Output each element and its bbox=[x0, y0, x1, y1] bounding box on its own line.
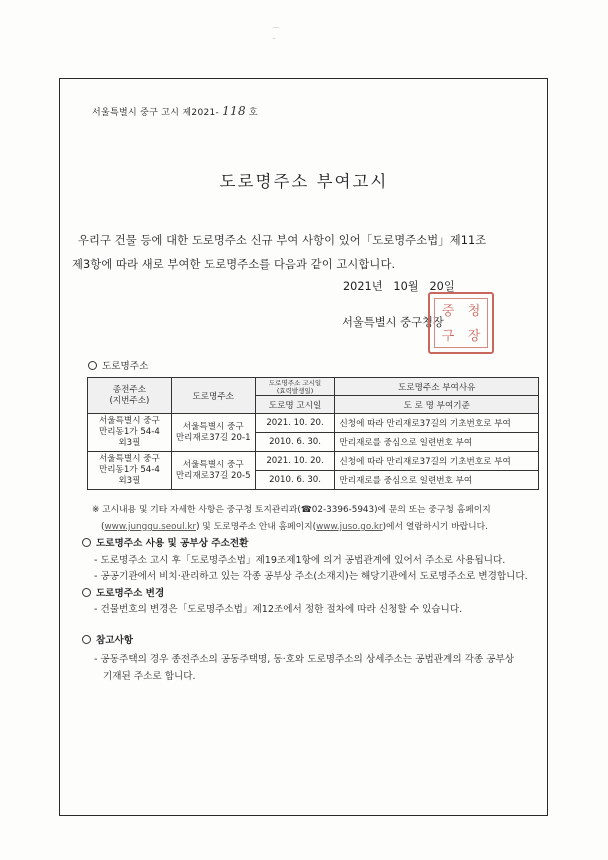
circle-bullet-icon bbox=[82, 588, 91, 597]
cell-reason: 만리재로를 중심으로 일련번호 부여 bbox=[335, 471, 539, 490]
issuer-name: 서울특별시 중구청장 bbox=[342, 316, 444, 329]
section-reference-heading: 참고사항 bbox=[82, 632, 133, 646]
cell-road-address: 서울특별시 중구 만리재로37길 20-1 bbox=[171, 414, 255, 452]
cell-old-address: 서울특별시 중구 만리동1가 54-4 외3필 bbox=[88, 414, 172, 452]
list-item: - 건물번호의 변경은「도로명주소법」제12조에서 정한 절차에 따라 신청할 수 있습니다. bbox=[94, 604, 463, 615]
notice-suffix: 호 bbox=[248, 108, 258, 118]
cell-reason: 신청에 따라 만리재로37길의 기초번호로 부여 bbox=[335, 452, 539, 471]
header-old-address: 종전주소 (지번주소) bbox=[88, 378, 172, 414]
list-item: 기재된 주소로 합니다. bbox=[103, 671, 196, 682]
notice-handwritten-number: 118 bbox=[222, 104, 246, 118]
seal-char: 중 bbox=[441, 304, 455, 319]
header-notice-date: 도로명주소 고시일 (효력발생일) bbox=[255, 378, 335, 396]
header-road-address: 도로명주소 bbox=[171, 378, 255, 414]
section-change-heading: 도로명주소 변경 bbox=[82, 585, 164, 599]
notice-number bbox=[92, 104, 258, 118]
list-item: - 도로명주소 고시 후「도로명주소법」제19조제1항에 의거 공법관계에 있어서 주소로 사용됩니다. bbox=[94, 555, 506, 566]
circle-bullet-icon bbox=[82, 538, 91, 547]
list-item: - 공동주택의 경우 종전주소의 공동주택명, 동·호와 도로명주소의 상세주소는 공법관계의 각종 공부상 bbox=[94, 654, 515, 665]
cell-date: 2021. 10. 20. bbox=[255, 414, 335, 433]
section-usage-heading: 도로명주소 사용 및 공부상 주소전환 bbox=[82, 535, 248, 549]
scan-mark-icon: ⌒ ˘ bbox=[272, 27, 280, 46]
seal-char: 청 bbox=[467, 304, 481, 319]
cell-date: 2010. 6. 30. bbox=[255, 471, 335, 490]
table-row bbox=[88, 414, 539, 433]
seal-char: 장 bbox=[467, 329, 481, 344]
table-row bbox=[88, 452, 539, 471]
cell-date: 2021. 10. 20. bbox=[255, 452, 335, 471]
cell-reason: 만리재로를 중심으로 일련번호 부여 bbox=[335, 433, 539, 452]
notice-date: 2021년 10월 20일 bbox=[343, 280, 455, 293]
cell-reason: 신청에 따라 만리재로37길의 기초번호로 부여 bbox=[335, 414, 539, 433]
circle-bullet-icon bbox=[88, 361, 97, 370]
cell-date: 2010. 6. 30. bbox=[255, 433, 335, 452]
note-line-1: ※ 고시내용 및 기타 자세한 사항은 중구청 토지관리과(☎02-3396-5943)에 문의 또는 중구청 홈페이지 bbox=[92, 505, 491, 515]
intro-line-1: 우리구 건물 등에 대한 도로명주소 신규 부여 사항이 있어「도로명주소법」제11조 bbox=[78, 234, 487, 247]
cell-road-address: 서울특별시 중구 만리재로37길 20-5 bbox=[171, 452, 255, 490]
table-header-row bbox=[88, 378, 539, 396]
official-seal-icon bbox=[428, 292, 494, 354]
address-table bbox=[87, 377, 539, 490]
notice-prefix: 서울특별시 중구 고시 제2021- bbox=[92, 108, 220, 118]
circle-bullet-icon bbox=[82, 635, 91, 644]
link-juso-homepage[interactable]: www.juso.go.kr bbox=[316, 522, 383, 532]
intro-line-2: 제3항에 따라 새로 부여한 도로명주소를 다음과 같이 고시합니다. bbox=[72, 258, 396, 271]
page-title: 도로명주소 부여고시 bbox=[219, 172, 389, 191]
seal-char: 구 bbox=[441, 329, 455, 344]
link-junggu-homepage[interactable]: www.junggu.seoul.kr bbox=[104, 522, 197, 532]
list-item: - 공공기관에서 비치·관리하고 있는 각종 공부상 주소(소재지)는 해당기관에서 도로명주소로 변경합니다. bbox=[94, 571, 528, 582]
cell-old-address: 서울특별시 중구 만리동1가 54-4 외3필 bbox=[88, 452, 172, 490]
note-line-2: (www.junggu.seoul.kr) 및 도로명주소 안내 홈페이지(www.juso.go.kr)에서 열람하시기 바랍니다. bbox=[101, 522, 488, 532]
subheader-notice-date: 도로명 고시일 bbox=[255, 396, 335, 414]
section-address-heading: 도로명주소 bbox=[88, 358, 148, 372]
header-reason: 도로명주소 부여사유 bbox=[335, 378, 539, 396]
subheader-reason: 도 로 명 부여기준 bbox=[335, 396, 539, 414]
